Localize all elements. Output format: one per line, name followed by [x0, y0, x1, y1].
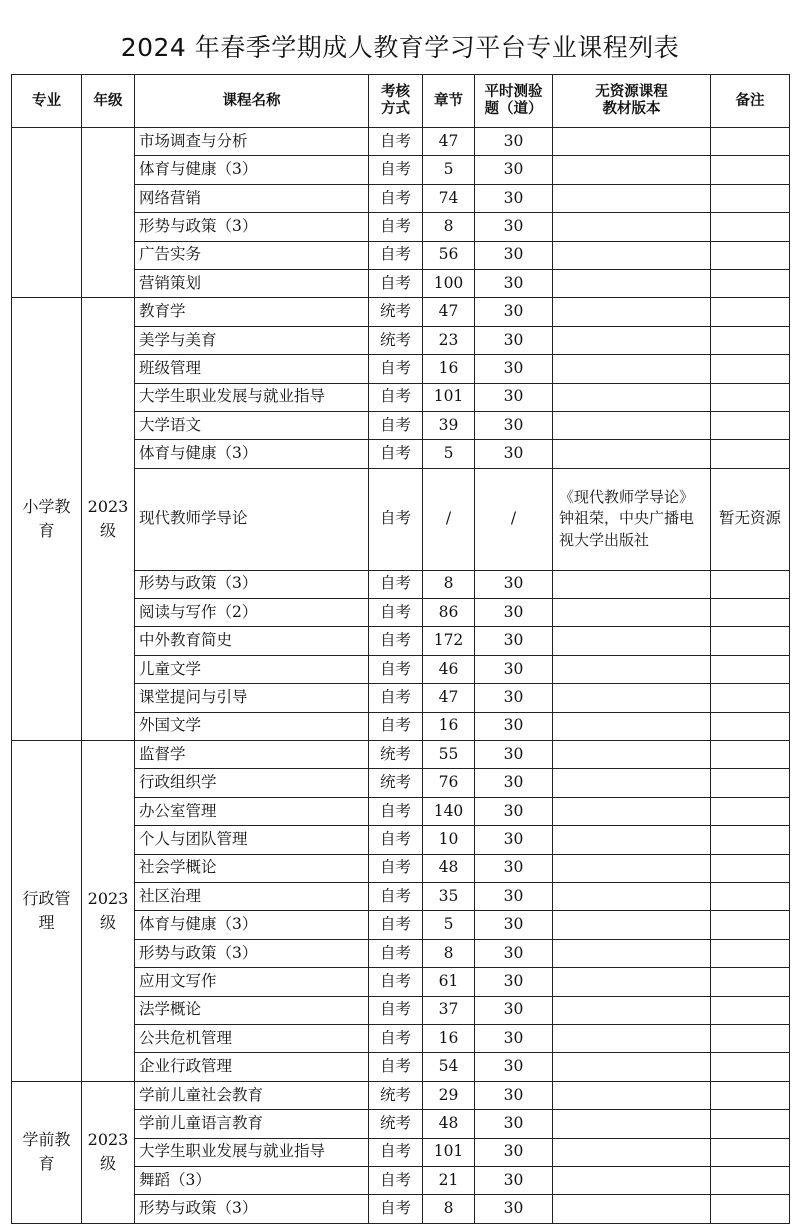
grade-cell: 2023级 — [82, 298, 135, 741]
quiz-count-cell: 30 — [475, 383, 553, 411]
textbook-cell — [553, 882, 711, 910]
remark-cell — [711, 854, 790, 882]
course-name-cell: 课堂提问与引导 — [135, 684, 369, 712]
course-name-cell: 舞蹈（3） — [135, 1166, 369, 1194]
quiz-count-cell: 30 — [475, 411, 553, 439]
course-name-cell: 监督学 — [135, 741, 369, 769]
exam-type-cell: 自考 — [369, 269, 423, 297]
course-name-cell: 体育与健康（3） — [135, 156, 369, 184]
exam-type-cell: 自考 — [369, 1053, 423, 1081]
chapters-cell: 61 — [423, 968, 475, 996]
course-name-cell: 体育与健康（3） — [135, 440, 369, 468]
course-name-cell: 美学与美育 — [135, 326, 369, 354]
header-exam — [369, 75, 423, 128]
remark-cell — [711, 1138, 790, 1166]
remark-cell — [711, 213, 790, 241]
course-name-cell: 中外教育简史 — [135, 627, 369, 655]
course-name-cell: 形势与政策（3） — [135, 1195, 369, 1223]
course-table — [11, 74, 790, 1224]
chapters-cell: 76 — [423, 769, 475, 797]
exam-type-cell: 自考 — [369, 996, 423, 1024]
textbook-cell — [553, 213, 711, 241]
quiz-count-cell: 30 — [475, 684, 553, 712]
textbook-cell — [553, 1053, 711, 1081]
major-cell — [12, 128, 82, 298]
quiz-count-cell: 30 — [475, 1081, 553, 1109]
chapters-cell: 46 — [423, 655, 475, 683]
chapters-cell: 37 — [423, 996, 475, 1024]
header-course: 课程名称 — [135, 75, 369, 128]
header-textbook-line2: 教材版本 — [602, 101, 661, 117]
textbook-cell — [553, 1081, 711, 1109]
course-name-cell: 广告实务 — [135, 241, 369, 269]
chapters-cell: / — [423, 468, 475, 570]
exam-type-cell: 统考 — [369, 326, 423, 354]
course-name-cell: 学前儿童语言教育 — [135, 1110, 369, 1138]
chapters-cell: 54 — [423, 1053, 475, 1081]
chapters-cell: 39 — [423, 411, 475, 439]
quiz-count-cell: 30 — [475, 184, 553, 212]
quiz-count-cell: 30 — [475, 882, 553, 910]
header-row — [12, 75, 790, 128]
chapters-cell: 74 — [423, 184, 475, 212]
remark-cell — [711, 939, 790, 967]
chapters-cell: 56 — [423, 241, 475, 269]
quiz-count-cell: 30 — [475, 241, 553, 269]
exam-type-cell: 自考 — [369, 882, 423, 910]
quiz-count-cell: 30 — [475, 440, 553, 468]
exam-type-cell: 自考 — [369, 599, 423, 627]
course-name-cell: 营销策划 — [135, 269, 369, 297]
quiz-count-cell: 30 — [475, 1166, 553, 1194]
exam-type-cell: 自考 — [369, 570, 423, 598]
quiz-count-cell: 30 — [475, 627, 553, 655]
textbook-cell — [553, 599, 711, 627]
header-quiz-line1: 平时测验 — [484, 84, 543, 101]
course-name-cell: 形势与政策（3） — [135, 570, 369, 598]
remark-cell — [711, 627, 790, 655]
chapters-cell: 23 — [423, 326, 475, 354]
course-name-cell: 社区治理 — [135, 882, 369, 910]
exam-type-cell: 统考 — [369, 1081, 423, 1109]
table-body — [12, 128, 790, 1224]
header-chapters: 章节 — [423, 75, 475, 128]
exam-type-cell: 自考 — [369, 655, 423, 683]
textbook-cell — [553, 383, 711, 411]
major-cell: 学前教育 — [12, 1081, 82, 1223]
exam-type-cell: 自考 — [369, 128, 423, 156]
course-name-cell: 教育学 — [135, 298, 369, 326]
textbook-cell — [553, 769, 711, 797]
exam-type-cell: 自考 — [369, 797, 423, 825]
exam-type-cell: 自考 — [369, 156, 423, 184]
textbook-cell: 《现代教师学导论》钟祖荣，中央广播电视大学出版社 — [553, 468, 711, 570]
quiz-count-cell: 30 — [475, 741, 553, 769]
exam-type-cell: 统考 — [369, 1110, 423, 1138]
quiz-count-cell: 30 — [475, 712, 553, 740]
grade-cell — [82, 128, 135, 298]
exam-type-cell: 自考 — [369, 627, 423, 655]
quiz-count-cell: 30 — [475, 1024, 553, 1052]
remark-cell — [711, 655, 790, 683]
chapters-cell: 35 — [423, 882, 475, 910]
exam-type-cell: 自考 — [369, 826, 423, 854]
exam-type-cell: 自考 — [369, 684, 423, 712]
remark-cell — [711, 269, 790, 297]
textbook-cell — [553, 440, 711, 468]
exam-type-cell: 自考 — [369, 411, 423, 439]
course-name-cell: 个人与团队管理 — [135, 826, 369, 854]
chapters-cell: 172 — [423, 627, 475, 655]
textbook-cell — [553, 1195, 711, 1223]
quiz-count-cell: 30 — [475, 298, 553, 326]
textbook-cell — [553, 854, 711, 882]
remark-cell — [711, 1081, 790, 1109]
exam-type-cell: 自考 — [369, 712, 423, 740]
quiz-count-cell: 30 — [475, 854, 553, 882]
course-name-cell: 体育与健康（3） — [135, 911, 369, 939]
quiz-count-cell: 30 — [475, 269, 553, 297]
chapters-cell: 55 — [423, 741, 475, 769]
header-textbook — [553, 75, 711, 128]
textbook-cell — [553, 684, 711, 712]
remark-cell — [711, 570, 790, 598]
chapters-cell: 8 — [423, 1195, 475, 1223]
header-textbook-line1: 无资源课程 — [595, 84, 668, 101]
quiz-count-cell: 30 — [475, 655, 553, 683]
exam-type-cell: 自考 — [369, 1024, 423, 1052]
chapters-cell: 29 — [423, 1081, 475, 1109]
remark-cell — [711, 741, 790, 769]
header-exam-line2: 方式 — [381, 101, 410, 117]
exam-type-cell: 统考 — [369, 741, 423, 769]
chapters-cell: 16 — [423, 712, 475, 740]
textbook-cell — [553, 797, 711, 825]
quiz-count-cell: 30 — [475, 326, 553, 354]
textbook-cell — [553, 298, 711, 326]
remark-cell — [711, 1024, 790, 1052]
remark-cell — [711, 1053, 790, 1081]
remark-cell — [711, 826, 790, 854]
chapters-cell: 16 — [423, 355, 475, 383]
chapters-cell: 47 — [423, 684, 475, 712]
exam-type-cell: 自考 — [369, 939, 423, 967]
remark-cell — [711, 383, 790, 411]
textbook-cell — [553, 241, 711, 269]
remark-cell — [711, 882, 790, 910]
table-row — [12, 741, 790, 769]
exam-type-cell: 自考 — [369, 854, 423, 882]
chapters-cell: 8 — [423, 213, 475, 241]
quiz-count-cell: 30 — [475, 769, 553, 797]
course-name-cell: 网络营销 — [135, 184, 369, 212]
textbook-cell — [553, 326, 711, 354]
chapters-cell: 48 — [423, 1110, 475, 1138]
quiz-count-cell: / — [475, 468, 553, 570]
quiz-count-cell: 30 — [475, 996, 553, 1024]
course-name-cell: 公共危机管理 — [135, 1024, 369, 1052]
remark-cell — [711, 712, 790, 740]
remark-cell — [711, 411, 790, 439]
quiz-count-cell: 30 — [475, 599, 553, 627]
course-name-cell: 形势与政策（3） — [135, 939, 369, 967]
remark-cell — [711, 440, 790, 468]
quiz-count-cell: 30 — [475, 911, 553, 939]
remark-cell — [711, 184, 790, 212]
header-quiz-line2: 题（道） — [484, 101, 543, 117]
course-name-cell: 大学生职业发展与就业指导 — [135, 383, 369, 411]
exam-type-cell: 自考 — [369, 241, 423, 269]
textbook-cell — [553, 968, 711, 996]
course-name-cell: 办公室管理 — [135, 797, 369, 825]
remark-cell — [711, 355, 790, 383]
table-row — [12, 298, 790, 326]
textbook-cell — [553, 712, 711, 740]
chapters-cell: 8 — [423, 939, 475, 967]
remark-cell — [711, 1195, 790, 1223]
remark-cell: 暂无资源 — [711, 468, 790, 570]
textbook-cell — [553, 939, 711, 967]
header-quiz — [475, 75, 553, 128]
course-name-cell: 大学语文 — [135, 411, 369, 439]
grade-cell: 2023级 — [82, 741, 135, 1082]
textbook-cell — [553, 1110, 711, 1138]
document-title: 2024 年春季学期成人教育学习平台专业课程列表 — [120, 33, 680, 62]
remark-cell — [711, 1166, 790, 1194]
course-name-cell: 儿童文学 — [135, 655, 369, 683]
textbook-cell — [553, 1166, 711, 1194]
exam-type-cell: 自考 — [369, 355, 423, 383]
chapters-cell: 140 — [423, 797, 475, 825]
chapters-cell: 5 — [423, 440, 475, 468]
remark-cell — [711, 911, 790, 939]
chapters-cell: 10 — [423, 826, 475, 854]
chapters-cell: 16 — [423, 1024, 475, 1052]
exam-type-cell: 自考 — [369, 213, 423, 241]
course-name-cell: 班级管理 — [135, 355, 369, 383]
course-name-cell: 学前儿童社会教育 — [135, 1081, 369, 1109]
chapters-cell: 100 — [423, 269, 475, 297]
quiz-count-cell: 30 — [475, 213, 553, 241]
remark-cell — [711, 996, 790, 1024]
quiz-count-cell: 30 — [475, 939, 553, 967]
remark-cell — [711, 797, 790, 825]
exam-type-cell: 统考 — [369, 769, 423, 797]
quiz-count-cell: 30 — [475, 1053, 553, 1081]
exam-type-cell: 自考 — [369, 911, 423, 939]
exam-type-cell: 自考 — [369, 1195, 423, 1223]
exam-type-cell: 自考 — [369, 184, 423, 212]
textbook-cell — [553, 1024, 711, 1052]
course-name-cell: 现代教师学导论 — [135, 468, 369, 570]
quiz-count-cell: 30 — [475, 826, 553, 854]
quiz-count-cell: 30 — [475, 156, 553, 184]
header-remark: 备注 — [711, 75, 790, 128]
course-name-cell: 市场调查与分析 — [135, 128, 369, 156]
remark-cell — [711, 156, 790, 184]
table-row — [12, 128, 790, 156]
remark-cell — [711, 968, 790, 996]
grade-cell: 2023级 — [82, 1081, 135, 1223]
textbook-cell — [553, 355, 711, 383]
quiz-count-cell: 30 — [475, 1195, 553, 1223]
textbook-cell — [553, 1138, 711, 1166]
remark-cell — [711, 684, 790, 712]
remark-cell — [711, 241, 790, 269]
remark-cell — [711, 298, 790, 326]
exam-type-cell: 自考 — [369, 440, 423, 468]
header-grade: 年级 — [82, 75, 135, 128]
chapters-cell: 48 — [423, 854, 475, 882]
chapters-cell: 47 — [423, 128, 475, 156]
remark-cell — [711, 128, 790, 156]
textbook-cell — [553, 911, 711, 939]
quiz-count-cell: 30 — [475, 128, 553, 156]
course-name-cell: 大学生职业发展与就业指导 — [135, 1138, 369, 1166]
chapters-cell: 5 — [423, 156, 475, 184]
chapters-cell: 47 — [423, 298, 475, 326]
textbook-cell — [553, 184, 711, 212]
exam-type-cell: 统考 — [369, 298, 423, 326]
remark-cell — [711, 1110, 790, 1138]
major-cell: 小学教育 — [12, 298, 82, 741]
quiz-count-cell: 30 — [475, 968, 553, 996]
textbook-cell — [553, 269, 711, 297]
chapters-cell: 101 — [423, 1138, 475, 1166]
textbook-cell — [553, 128, 711, 156]
textbook-cell — [553, 741, 711, 769]
chapters-cell: 86 — [423, 599, 475, 627]
chapters-cell: 101 — [423, 383, 475, 411]
chapters-cell: 21 — [423, 1166, 475, 1194]
quiz-count-cell: 30 — [475, 570, 553, 598]
remark-cell — [711, 769, 790, 797]
exam-type-cell: 自考 — [369, 1138, 423, 1166]
course-name-cell: 外国文学 — [135, 712, 369, 740]
table-row — [12, 1081, 790, 1109]
course-name-cell: 形势与政策（3） — [135, 213, 369, 241]
header-exam-line1: 考核 — [381, 84, 410, 101]
header-major: 专业 — [12, 75, 82, 128]
textbook-cell — [553, 655, 711, 683]
major-cell: 行政管理 — [12, 741, 82, 1082]
remark-cell — [711, 326, 790, 354]
course-name-cell: 阅读与写作（2） — [135, 599, 369, 627]
course-name-cell: 企业行政管理 — [135, 1053, 369, 1081]
textbook-cell — [553, 411, 711, 439]
quiz-count-cell: 30 — [475, 797, 553, 825]
textbook-cell — [553, 627, 711, 655]
quiz-count-cell: 30 — [475, 1138, 553, 1166]
textbook-cell — [553, 826, 711, 854]
quiz-count-cell: 30 — [475, 355, 553, 383]
textbook-cell — [553, 996, 711, 1024]
textbook-cell — [553, 156, 711, 184]
textbook-cell — [553, 570, 711, 598]
remark-cell — [711, 599, 790, 627]
chapters-cell: 8 — [423, 570, 475, 598]
course-name-cell: 应用文写作 — [135, 968, 369, 996]
course-name-cell: 社会学概论 — [135, 854, 369, 882]
exam-type-cell: 自考 — [369, 1166, 423, 1194]
quiz-count-cell: 30 — [475, 1110, 553, 1138]
course-name-cell: 行政组织学 — [135, 769, 369, 797]
chapters-cell: 5 — [423, 911, 475, 939]
exam-type-cell: 自考 — [369, 383, 423, 411]
exam-type-cell: 自考 — [369, 468, 423, 570]
exam-type-cell: 自考 — [369, 968, 423, 996]
course-name-cell: 法学概论 — [135, 996, 369, 1024]
